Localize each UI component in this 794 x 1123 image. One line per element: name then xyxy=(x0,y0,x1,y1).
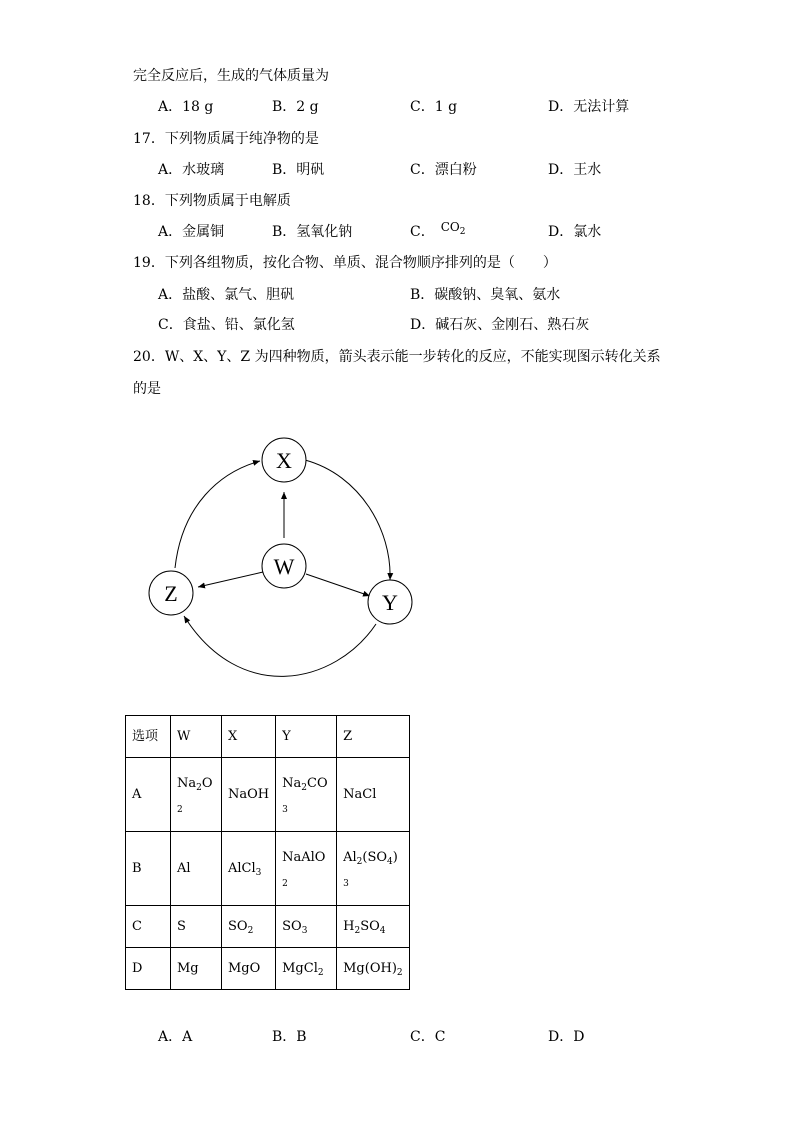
row-label: A xyxy=(126,758,171,832)
q18-option-c xyxy=(410,222,465,242)
cell-y: MgCl$_2$ xyxy=(276,948,337,990)
conversion-diagram xyxy=(130,420,430,710)
cell-x: NaOH xyxy=(222,758,276,832)
cell-w: Mg xyxy=(171,948,222,990)
cell-x: AlCl$_3$ xyxy=(222,832,276,906)
svg-text:Y: Y xyxy=(382,590,398,615)
arrow-w-to-z xyxy=(198,572,263,587)
q17-option-a: A．水玻璃 xyxy=(158,162,225,178)
cell-y: $SO_3$ xyxy=(276,906,337,948)
q20-stem-line1: 20．W、X、Y、Z 为四种物质，箭头表示能一步转化的反应，不能实现图示转化关系 xyxy=(133,349,661,365)
q16-stem-tail: 完全反应后，生成的气体质量为 xyxy=(133,68,329,84)
cell-z: NaCl xyxy=(337,758,410,832)
table-row xyxy=(126,906,410,948)
cell-y: NaAlO $_2$ xyxy=(276,832,337,906)
cell-y: $Na_2CO$ $_3$ xyxy=(276,758,337,832)
cell-z: $Mg(OH)_2$ xyxy=(337,948,410,990)
node-w xyxy=(262,544,306,588)
arrow-y-to-z xyxy=(184,616,376,676)
q17-option-b: B．明矾 xyxy=(272,162,325,178)
svg-text:W: W xyxy=(273,554,295,579)
q17-option-d: D．王水 xyxy=(548,162,602,178)
q18-option-c-label: C． xyxy=(410,224,435,240)
q20-option-c: C．C xyxy=(410,1029,446,1045)
header-cell: W xyxy=(171,716,222,758)
header-cell: Z xyxy=(337,716,410,758)
options-table xyxy=(125,715,410,990)
q16-option-a: A．18 g xyxy=(158,99,214,115)
q20-option-b: B．B xyxy=(272,1029,307,1045)
cell-z: $Al_2(SO_4)$ $_3$ xyxy=(337,832,410,906)
cell-w: Al xyxy=(171,832,222,906)
node-z xyxy=(149,571,193,615)
q18-option-d: D．氯水 xyxy=(548,224,602,240)
arrow-x-to-y xyxy=(305,460,390,580)
header-cell: X xyxy=(222,716,276,758)
q16-option-d: D．无法计算 xyxy=(548,99,630,115)
q19-option-b: B．碳酸钠、臭氧、氨水 xyxy=(410,287,561,303)
q18-option-a: A．金属铜 xyxy=(158,224,225,240)
q16-option-b: B．2 g xyxy=(272,99,319,115)
cell-x: MgO xyxy=(222,948,276,990)
row-label: C xyxy=(126,906,171,948)
q18-stem: 18．下列物质属于电解质 xyxy=(133,193,291,209)
table-header-row xyxy=(126,716,410,758)
node-x xyxy=(262,438,306,482)
table-row xyxy=(126,832,410,906)
row-label: D xyxy=(126,948,171,990)
arrow-z-to-x xyxy=(175,461,260,568)
header-cell: 选项 xyxy=(126,716,171,758)
cell-w: S xyxy=(171,906,222,948)
q19-option-a: A．盐酸、氯气、胆矾 xyxy=(158,287,295,303)
cell-x: $SO_2$ xyxy=(222,906,276,948)
q16-option-c: C．1 g xyxy=(410,99,458,115)
row-label: B xyxy=(126,832,171,906)
table-row xyxy=(126,758,410,832)
q19-stem: 19．下列各组物质，按化合物、单质、混合物顺序排列的是（ ） xyxy=(133,255,557,271)
cell-z: $H_2SO_4$ xyxy=(337,906,410,948)
svg-text:Z: Z xyxy=(164,581,178,606)
table-row xyxy=(126,948,410,990)
q19-option-c: C．食盐、铅、氯化氢 xyxy=(158,317,295,333)
header-cell: Y xyxy=(276,716,337,758)
node-y xyxy=(368,580,412,624)
q20-stem-line2: 的是 xyxy=(133,381,161,397)
cell-w: $Na_2O$ $_2$ xyxy=(171,758,222,832)
q20-option-a: A．A xyxy=(158,1029,193,1045)
q17-option-c: C．漂白粉 xyxy=(410,162,477,178)
arrow-w-to-y xyxy=(306,574,370,596)
svg-text:X: X xyxy=(276,448,292,473)
q18-option-b: B．氢氧化钠 xyxy=(272,224,353,240)
q19-option-d: D．碱石灰、金刚石、熟石灰 xyxy=(410,317,590,333)
q20-option-d: D．D xyxy=(548,1029,585,1045)
co2-formula: $CO_2$ xyxy=(440,220,466,237)
q17-stem: 17．下列物质属于纯净物的是 xyxy=(133,131,319,147)
